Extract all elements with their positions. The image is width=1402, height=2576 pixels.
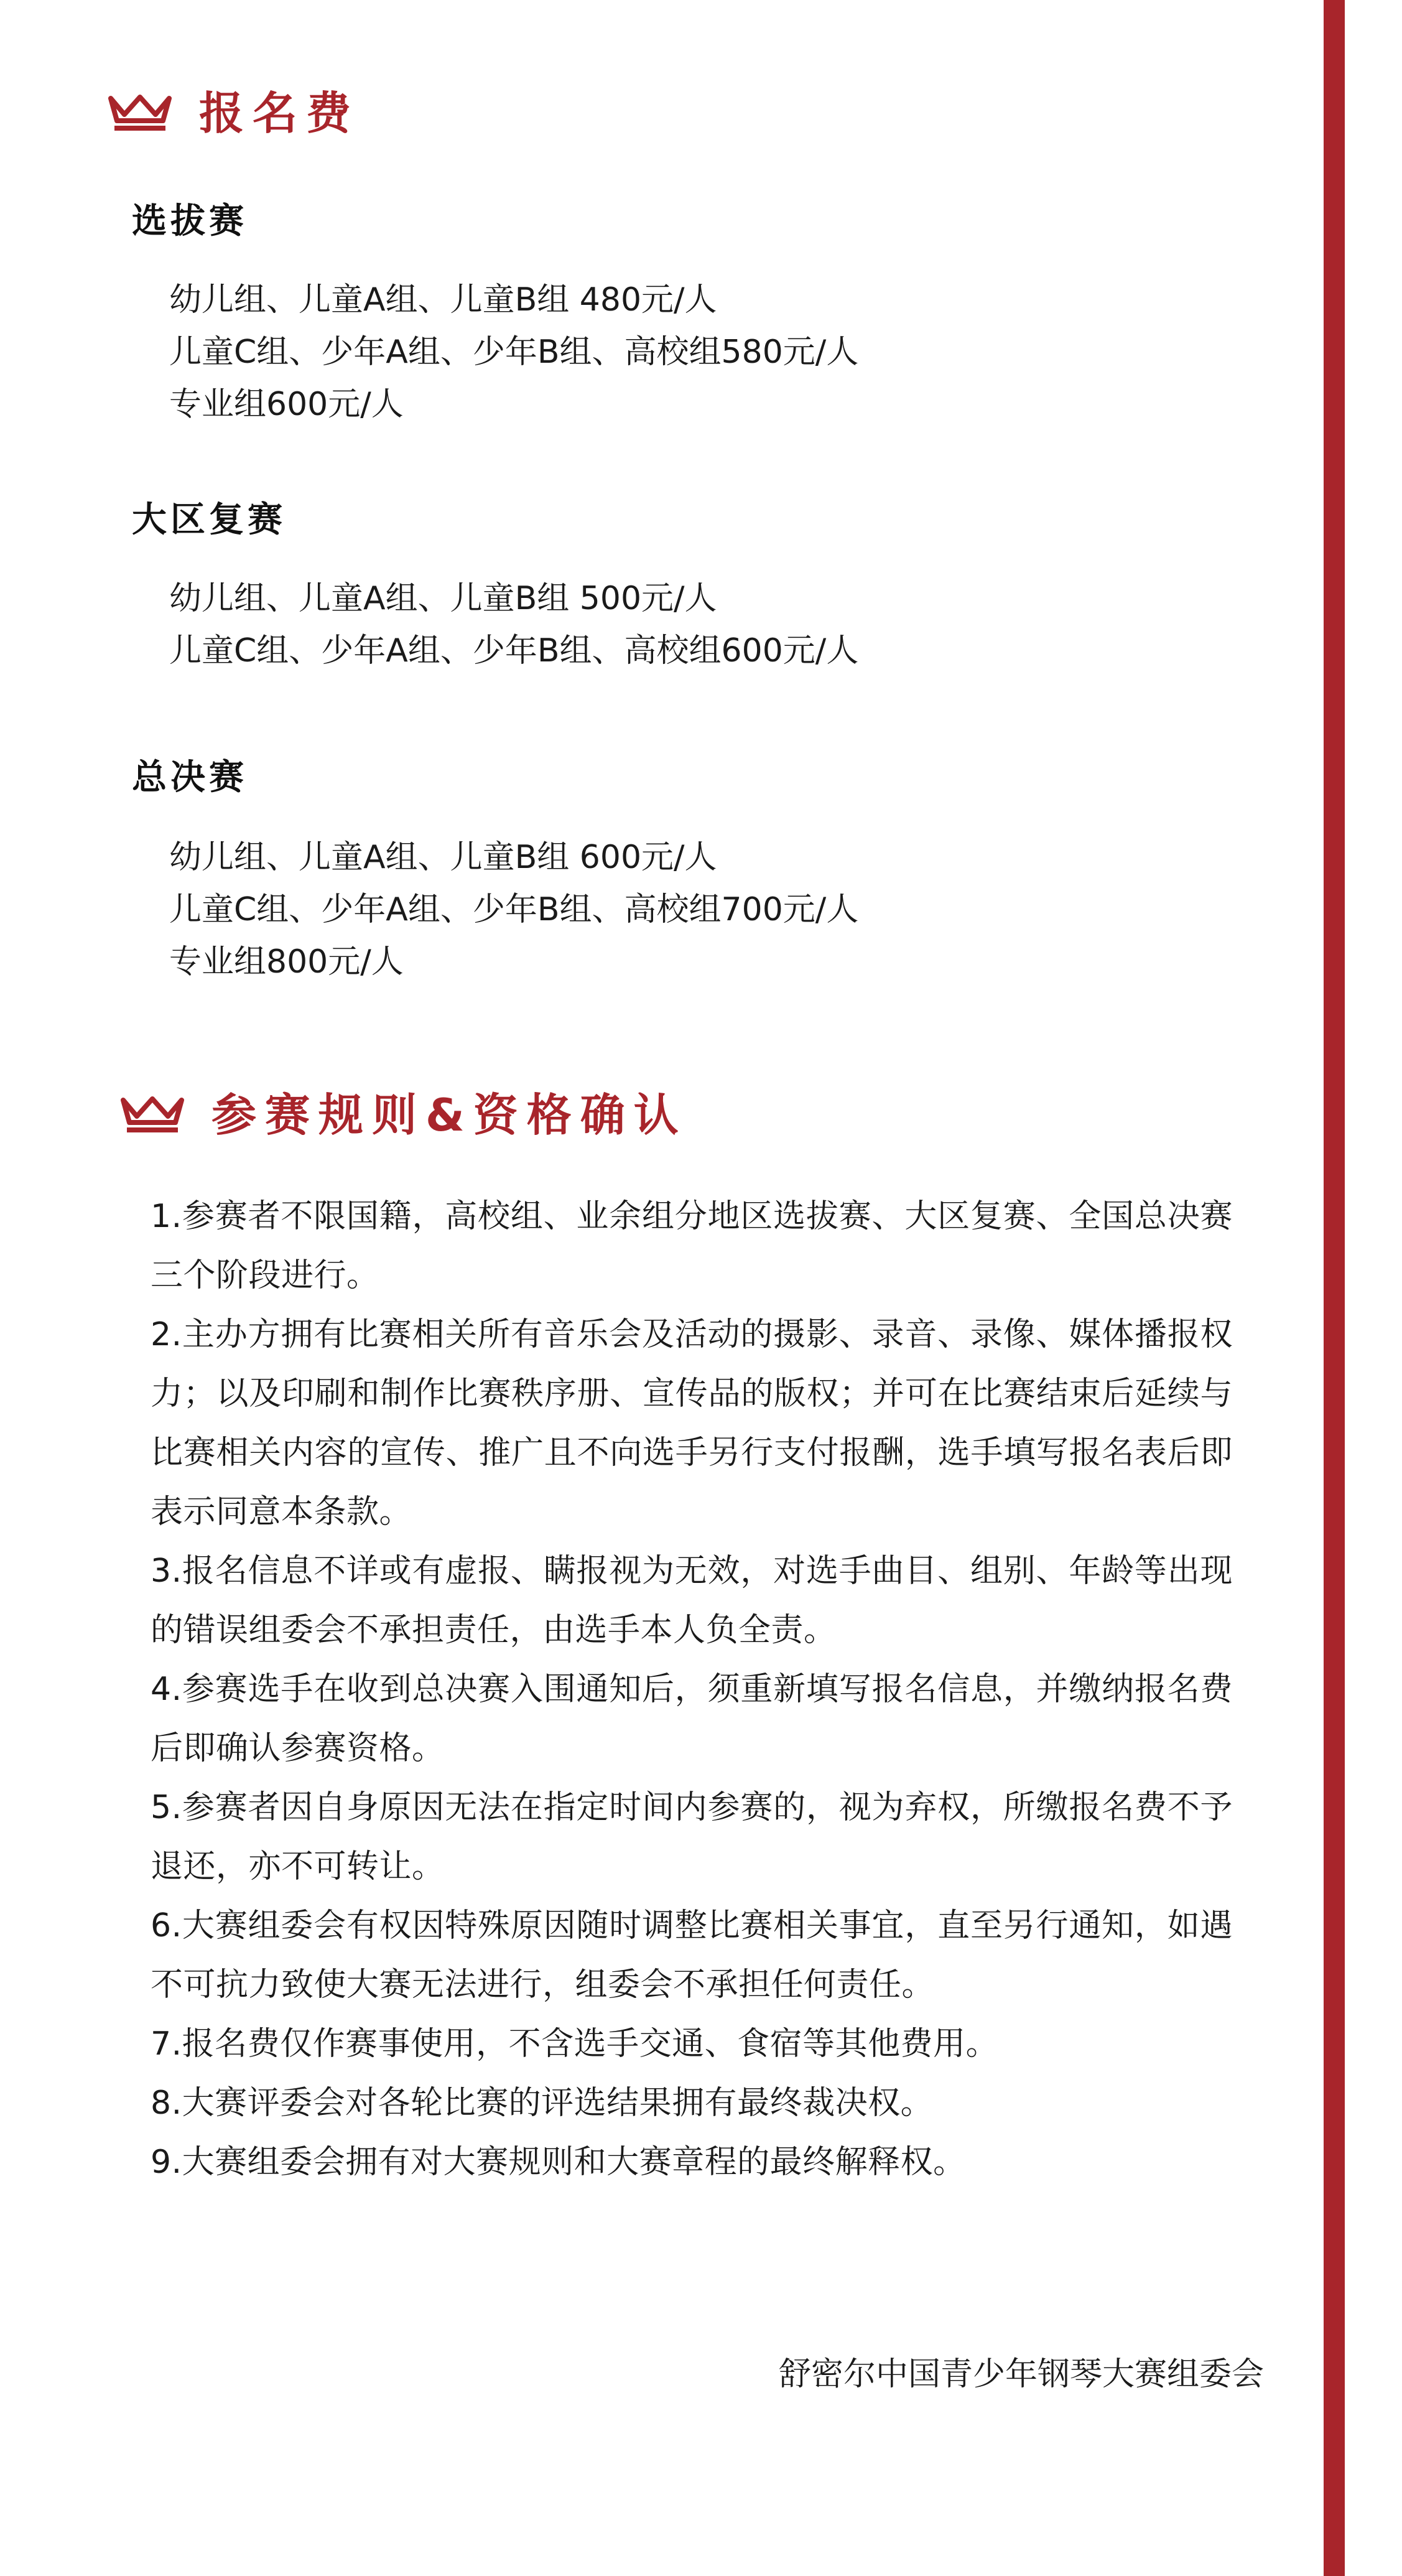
- rule-item: 6.大赛组委会有权因特殊原因随时调整比赛相关事宜，直至另行通知，如遇不可抗力致使大赛无法进行，组委会不承担任何责任。: [151, 1907, 1233, 2004]
- rules-list: [151, 1187, 1233, 2192]
- fee-item: 儿童C组、少年A组、少年B组、高校组580元/人: [169, 334, 859, 371]
- fee-item: 儿童C组、少年A组、少年B组、高校组700元/人: [169, 891, 859, 928]
- fee-item: 儿童C组、少年A组、少年B组、高校组600元/人: [169, 632, 859, 670]
- fee-list-regional: [169, 572, 858, 677]
- fee-item: 专业组800元/人: [169, 943, 404, 981]
- rule-item: 5.参赛者因自身原因无法在指定时间内参赛的，视为弃权，所缴报名费不予退还，亦不可转让。: [151, 1789, 1233, 1885]
- fee-item: 幼儿组、儿童A组、儿童B组 600元/人: [169, 839, 717, 876]
- rule-item: 9.大赛组委会拥有对大赛规则和大赛章程的最终解释权。: [151, 2144, 966, 2181]
- rule-item: 2.主办方拥有比赛相关所有音乐会及活动的摄影、录音、录像、媒体播报权力；以及印刷和制作比赛秩序册、宣传品的版权；并可在比赛结束后延续与比赛相关内容的宣传、推广且不向选手另行支付报酬，选手填写报名表后即表示同意本条款。: [151, 1316, 1233, 1531]
- rules-section-title: 参赛规则&资格确认: [211, 1089, 687, 1141]
- rule-item: 8.大赛评委会对各轮比赛的评选结果拥有最终裁决权。: [151, 2084, 934, 2122]
- fee-group-title-final: 总决赛: [132, 757, 248, 798]
- rule-item: 4.参赛选手在收到总决赛入围通知后，须重新填写报名信息，并缴纳报名费后即确认参赛资格。: [151, 1671, 1233, 1767]
- organizer-signature: 舒密尔中国青少年钢琴大赛组委会: [778, 2356, 1264, 2393]
- fee-item: 幼儿组、儿童A组、儿童B组 480元/人: [169, 281, 717, 319]
- fee-item: 专业组600元/人: [169, 386, 404, 423]
- fee-section-title: 报名费: [199, 87, 360, 139]
- rule-item: 3.报名信息不详或有虚报、瞒报视为无效，对选手曲目、组别、年龄等出现的错误组委会不承担责任，由选手本人负全责。: [151, 1552, 1233, 1649]
- right-accent-bar: [1324, 0, 1345, 2576]
- fee-group-title-regional: 大区复赛: [132, 500, 286, 540]
- rule-item: 1.参赛者不限国籍，高校组、业余组分地区选拔赛、大区复赛、全国总决赛三个阶段进行。: [151, 1198, 1233, 1294]
- crown-icon: [106, 93, 174, 133]
- fee-group-title-selection: 选拔赛: [132, 201, 248, 241]
- crown-icon: [118, 1095, 187, 1135]
- fee-item: 幼儿组、儿童A组、儿童B组 500元/人: [169, 580, 717, 617]
- rule-item: 7.报名费仅作赛事使用，不含选手交通、食宿等其他费用。: [151, 2025, 999, 2063]
- fee-list-final: [169, 831, 858, 988]
- rules-section-header: [118, 1089, 687, 1141]
- fee-section-header: [106, 87, 360, 139]
- fee-list-selection: [169, 274, 858, 431]
